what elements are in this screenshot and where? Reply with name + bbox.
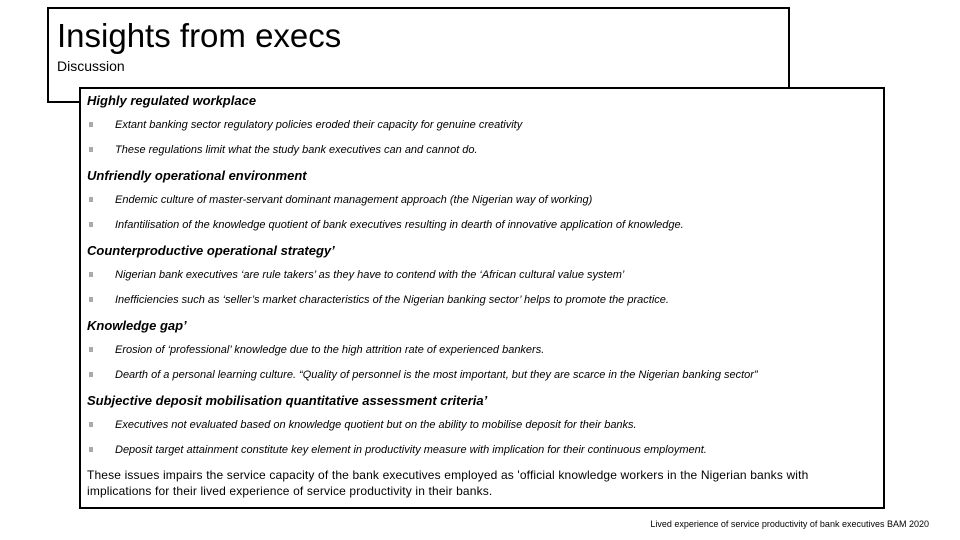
bullet-text: These regulations limit what the study bank executives can and cannot do. xyxy=(115,144,478,156)
bullet-item xyxy=(87,417,877,442)
bullet-icon xyxy=(89,197,93,202)
bullet-text: Inefficiencies such as ‘seller’s market characteristics of the Nigerian banking sector’ helps to promote the practice. xyxy=(115,294,669,306)
bullet-text: Executives not evaluated based on knowledge quotient but on the ability to mobilise deposit for their banks. xyxy=(115,419,637,431)
bullet-icon xyxy=(89,272,93,277)
bullet-text: Deposit target attainment constitute key element in productivity measure with implication for their continuous employment. xyxy=(115,444,707,456)
bullet-icon xyxy=(89,447,93,452)
content-box xyxy=(79,87,885,509)
bullet-item xyxy=(87,342,877,367)
bullet-item xyxy=(87,267,877,292)
bullet-text: Endemic culture of master-servant dominant management approach (the Nigerian way of working) xyxy=(115,194,593,206)
bullet-text: Extant banking sector regulatory policies eroded their capacity for genuine creativity xyxy=(115,119,523,131)
bullet-item xyxy=(87,217,877,242)
bullet-item xyxy=(87,117,877,142)
conclusion-text: These issues impairs the service capacity of the bank executives employed as 'official knowledge workers in the Nigerian banks with implications for their lived experience of service productivity in their banks. xyxy=(87,468,809,498)
section-heading: Knowledge gap’ xyxy=(87,318,187,333)
bullet-text: Infantilisation of the knowledge quotient of bank executives resulting in dearth of innovative application of knowledge. xyxy=(115,219,684,231)
page-subtitle: Discussion xyxy=(57,58,125,74)
bullet-icon xyxy=(89,122,93,127)
section-heading: Subjective deposit mobilisation quantitative assessment criteria’ xyxy=(87,393,488,408)
section-heading: Unfriendly operational environment xyxy=(87,168,307,183)
bullet-icon xyxy=(89,297,93,302)
bullet-icon xyxy=(89,422,93,427)
footer-text: Lived experience of service productivity of bank executives BAM 2020 xyxy=(650,519,929,529)
bullet-text: Dearth of a personal learning culture. “Quality of personnel is the most important, but they are scarce in the Nigerian banking sector” xyxy=(115,369,758,381)
bullet-icon xyxy=(89,147,93,152)
bullet-text: Erosion of ‘professional’ knowledge due to the high attrition rate of experienced bankers. xyxy=(115,344,545,356)
section-heading: Counterproductive operational strategy’ xyxy=(87,243,335,258)
page-title: Insights from execs xyxy=(57,17,342,54)
bullet-icon xyxy=(89,372,93,377)
bullet-icon xyxy=(89,347,93,352)
bullet-item xyxy=(87,442,877,467)
bullet-icon xyxy=(89,222,93,227)
bullet-item xyxy=(87,367,877,392)
section-heading: Highly regulated workplace xyxy=(87,93,257,108)
bullet-item xyxy=(87,192,877,217)
bullet-item xyxy=(87,292,877,317)
bullet-text: Nigerian bank executives ‘are rule takers’ as they have to contend with the ‘African cultural value system’ xyxy=(115,269,625,281)
bullet-item xyxy=(87,142,877,167)
